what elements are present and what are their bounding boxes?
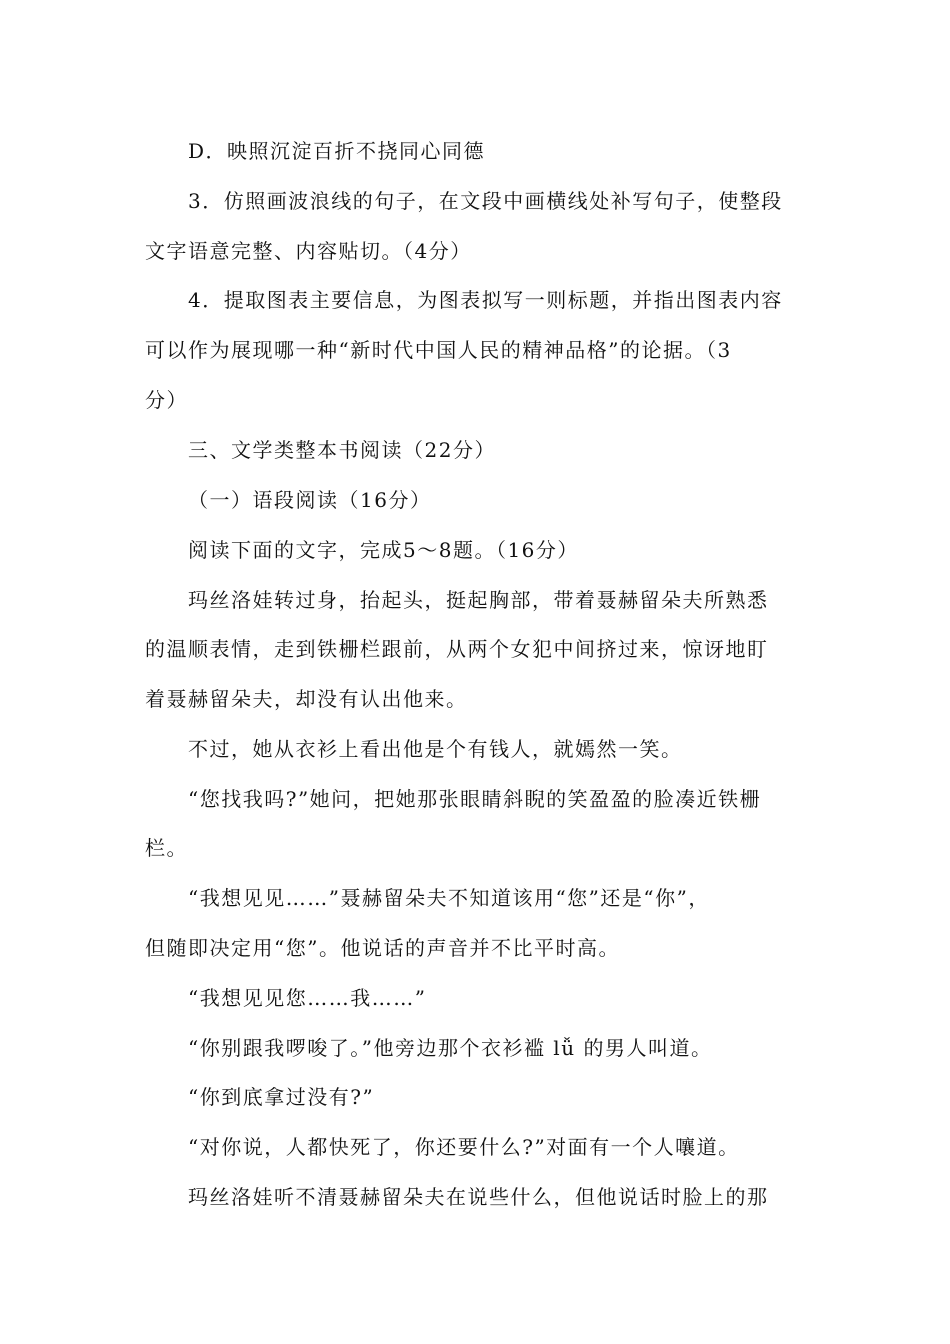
question-3-line-2: 文字语意完整、内容贴切。（4分） bbox=[145, 239, 472, 263]
passage-line: “你别跟我啰唆了。”他旁边那个衣衫褴 lǚ 的男人叫道。 bbox=[188, 1036, 713, 1060]
passage-line: “我想见见……”聂赫留朵夫不知道该用“您”还是“你”， bbox=[188, 886, 710, 910]
passage-line: 栏。 bbox=[145, 836, 188, 860]
section-heading: 三、文学类整本书阅读（22分） bbox=[188, 438, 496, 462]
reading-instruction: 阅读下面的文字，完成5～8题。（16分） bbox=[188, 538, 579, 562]
question-3-line-1: 3．仿照画波浪线的句子，在文段中画横线处补写句子，使整段 bbox=[188, 189, 783, 213]
passage-line: “我想见见您……我……” bbox=[188, 986, 427, 1010]
question-4-line-2: 可以作为展现哪一种“新时代中国人民的精神品格”的论据。（3 bbox=[145, 338, 732, 362]
passage-line: “您找我吗?”她问，把她那张眼睛斜睨的笑盈盈的脸凑近铁栅 bbox=[188, 787, 762, 811]
subsection-heading: （一）语段阅读（16分） bbox=[188, 488, 432, 512]
passage-line: 不过，她从衣衫上看出他是个有钱人，就嫣然一笑。 bbox=[188, 737, 683, 761]
option-d-line: D．映照沉淀百折不挠同心同德 bbox=[188, 139, 486, 163]
passage-line: 着聂赫留朵夫，却没有认出他来。 bbox=[145, 687, 468, 711]
passage-line: “你到底拿过没有?” bbox=[188, 1085, 375, 1109]
passage-line: 玛丝洛娃转过身，抬起头，挺起胸部，带着聂赫留朵夫所熟悉 bbox=[188, 588, 769, 612]
question-4-line-3: 分） bbox=[145, 388, 188, 412]
question-4-line-1: 4．提取图表主要信息，为图表拟写一则标题，并指出图表内容 bbox=[188, 288, 783, 312]
passage-line: 但随即决定用“您”。他说话的声音并不比平时高。 bbox=[145, 936, 620, 960]
passage-line: 玛丝洛娃听不清聂赫留朵夫在说些什么，但他说话时脸上的那 bbox=[188, 1185, 769, 1209]
passage-line: “对你说，人都快死了，你还要什么?”对面有一个人嚷道。 bbox=[188, 1135, 740, 1159]
passage-line: 的温顺表情，走到铁栅栏跟前，从两个女犯中间挤过来，惊讶地盯 bbox=[145, 637, 769, 661]
